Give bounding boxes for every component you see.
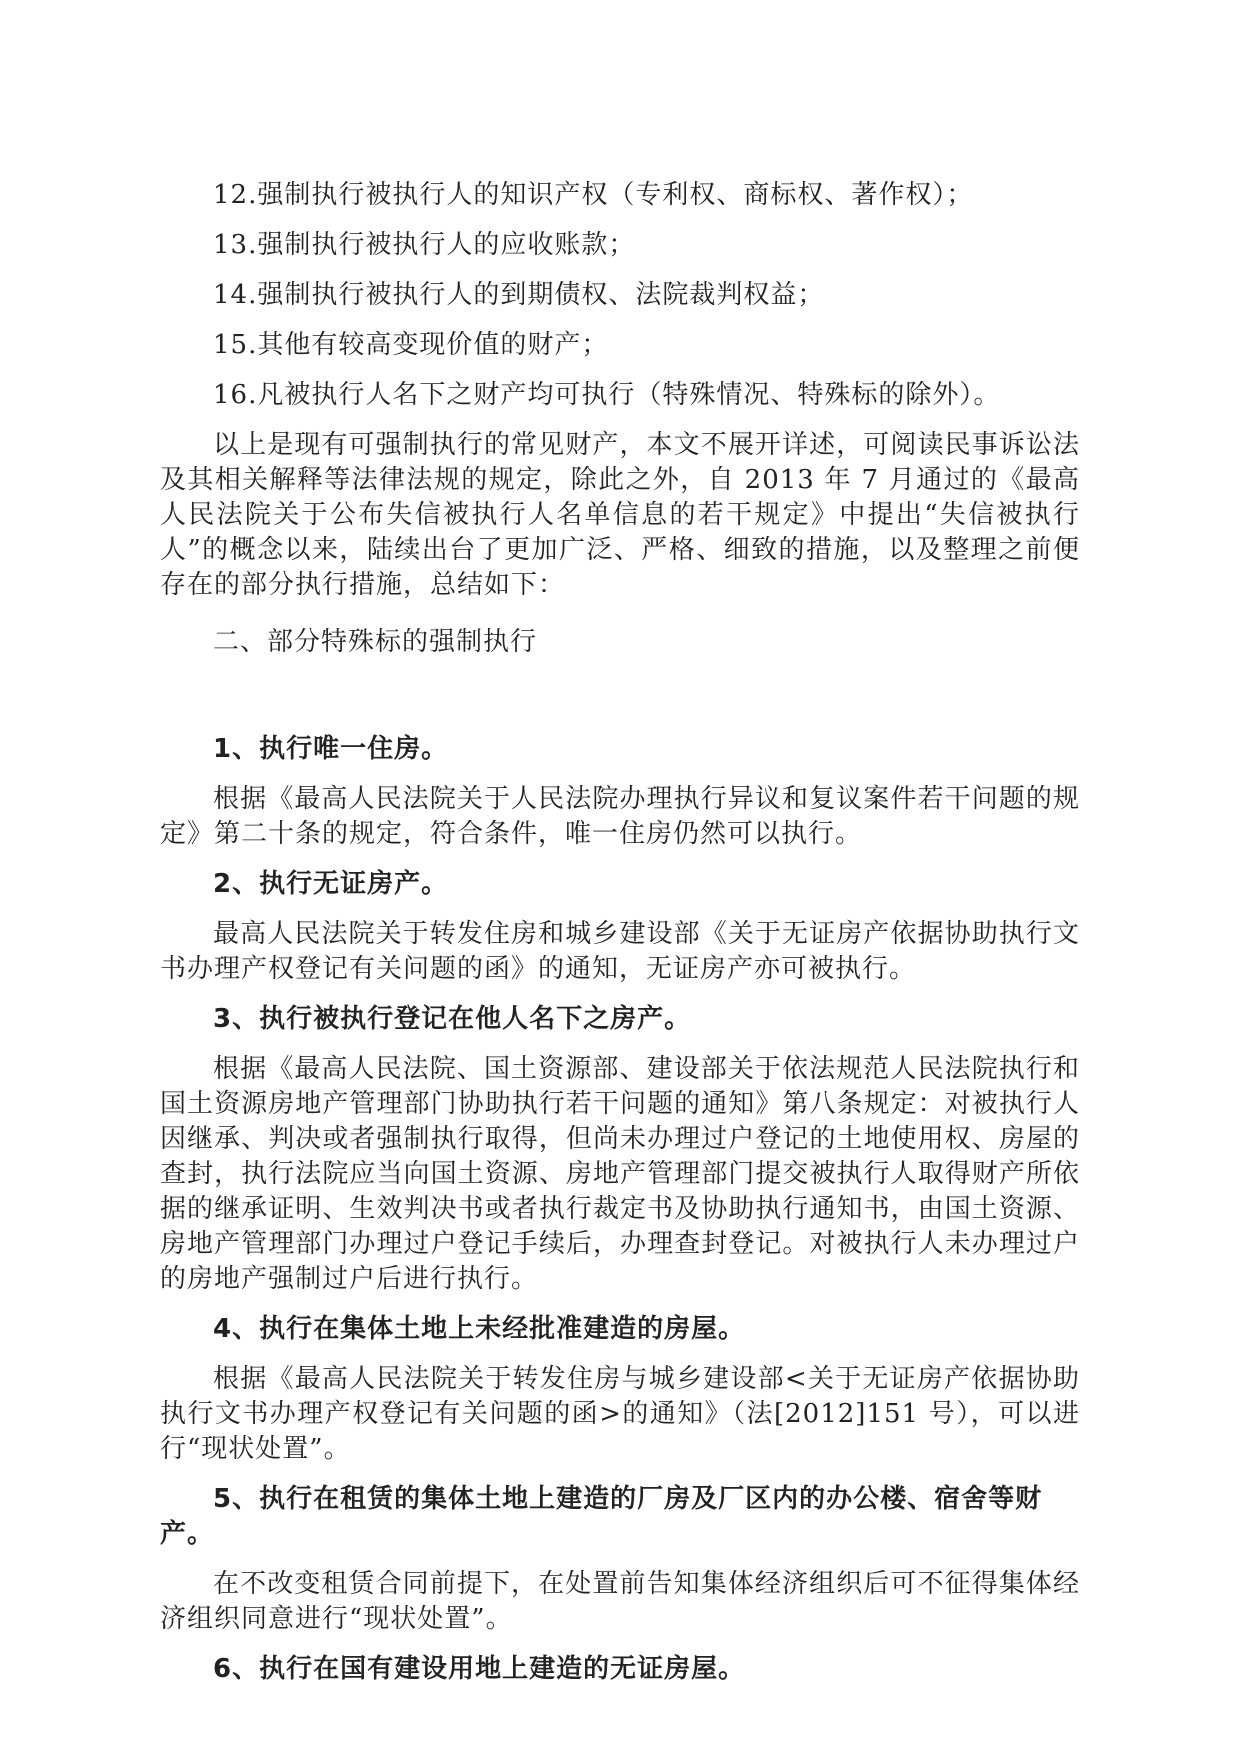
- item-heading-2: 2、执行无证房产。: [213, 869, 449, 899]
- list-item-13: 13.强制执行被执行人的应收账款；: [213, 230, 636, 260]
- item-heading-6: 6、执行在国有建设用地上建造的无证房屋。: [213, 1654, 746, 1684]
- item-heading-1: 1、执行唯一住房。: [213, 734, 449, 764]
- list-item-16: 16.凡被执行人名下之财产均可执行（特殊情况、特殊标的除外）。: [213, 380, 1001, 410]
- document-page: [160, 178, 1080, 1687]
- list-item-15: 15.其他有较高变现价值的财产；: [213, 330, 609, 360]
- list-item-14: 14.强制执行被执行人的到期债权、法院裁判权益；: [213, 280, 825, 310]
- item-body-5: 在不改变租赁合同前提下，在处置前告知集体经济组织后可不征得集体经济组织同意进行“现状处置”。: [160, 1569, 1080, 1634]
- item-heading-5: 5、执行在租赁的集体土地上建造的厂房及厂区内的办公楼、宿舍等财产。: [160, 1484, 1043, 1549]
- item-body-4: 根据《最高人民法院关于转发住房与城乡建设部<关于无证房产依据协助执行文书办理产权登记有关问题的函>的通知》（法[2012]151 号），可以进行“现状处置”。: [160, 1364, 1080, 1464]
- item-body-1: 根据《最高人民法院关于人民法院办理执行异议和复议案件若干问题的规定》第二十条的规定，符合条件，唯一住房仍然可以执行。: [160, 784, 1080, 849]
- item-body-2: 最高人民法院关于转发住房和城乡建设部《关于无证房产依据协助执行文书办理产权登记有关问题的函》的通知，无证房产亦可被执行。: [160, 919, 1080, 984]
- intro-paragraph: 以上是现有可强制执行的常见财产，本文不展开详述，可阅读民事诉讼法及其相关解释等法律法规的规定，除此之外，自 2013 年 7 月通过的《最高人民法院关于公布失信被执行人名单信息的若干规定》中提出“失信被执行人”的概念以来，陆续出台了更加广泛、严格、细致的措施，以及整理之前便存在的部分执行措施，总结如下：: [160, 430, 1080, 600]
- list-item-12: 12.强制执行被执行人的知识产权（专利权、商标权、著作权）；: [213, 180, 974, 210]
- section-heading: 二、部分特殊标的强制执行: [213, 627, 538, 657]
- item-body-3: 根据《最高人民法院、国土资源部、建设部关于依法规范人民法院执行和国土资源房地产管理部门协助执行若干问题的通知》第八条规定：对被执行人因继承、判决或者强制执行取得，但尚未办理过户登记的土地使用权、房屋的查封，执行法院应当向国土资源、房地产管理部门提交被执行人取得财产所依据的继承证明、生效判决书或者执行裁定书及协助执行通知书，由国土资源、房地产管理部门办理过户登记手续后，办理查封登记。对被执行人未办理过户的房地产强制过户后进行执行。: [160, 1054, 1080, 1294]
- item-heading-4: 4、执行在集体土地上未经批准建造的房屋。: [213, 1314, 746, 1344]
- item-heading-3: 3、执行被执行登记在他人名下之房产。: [213, 1004, 692, 1034]
